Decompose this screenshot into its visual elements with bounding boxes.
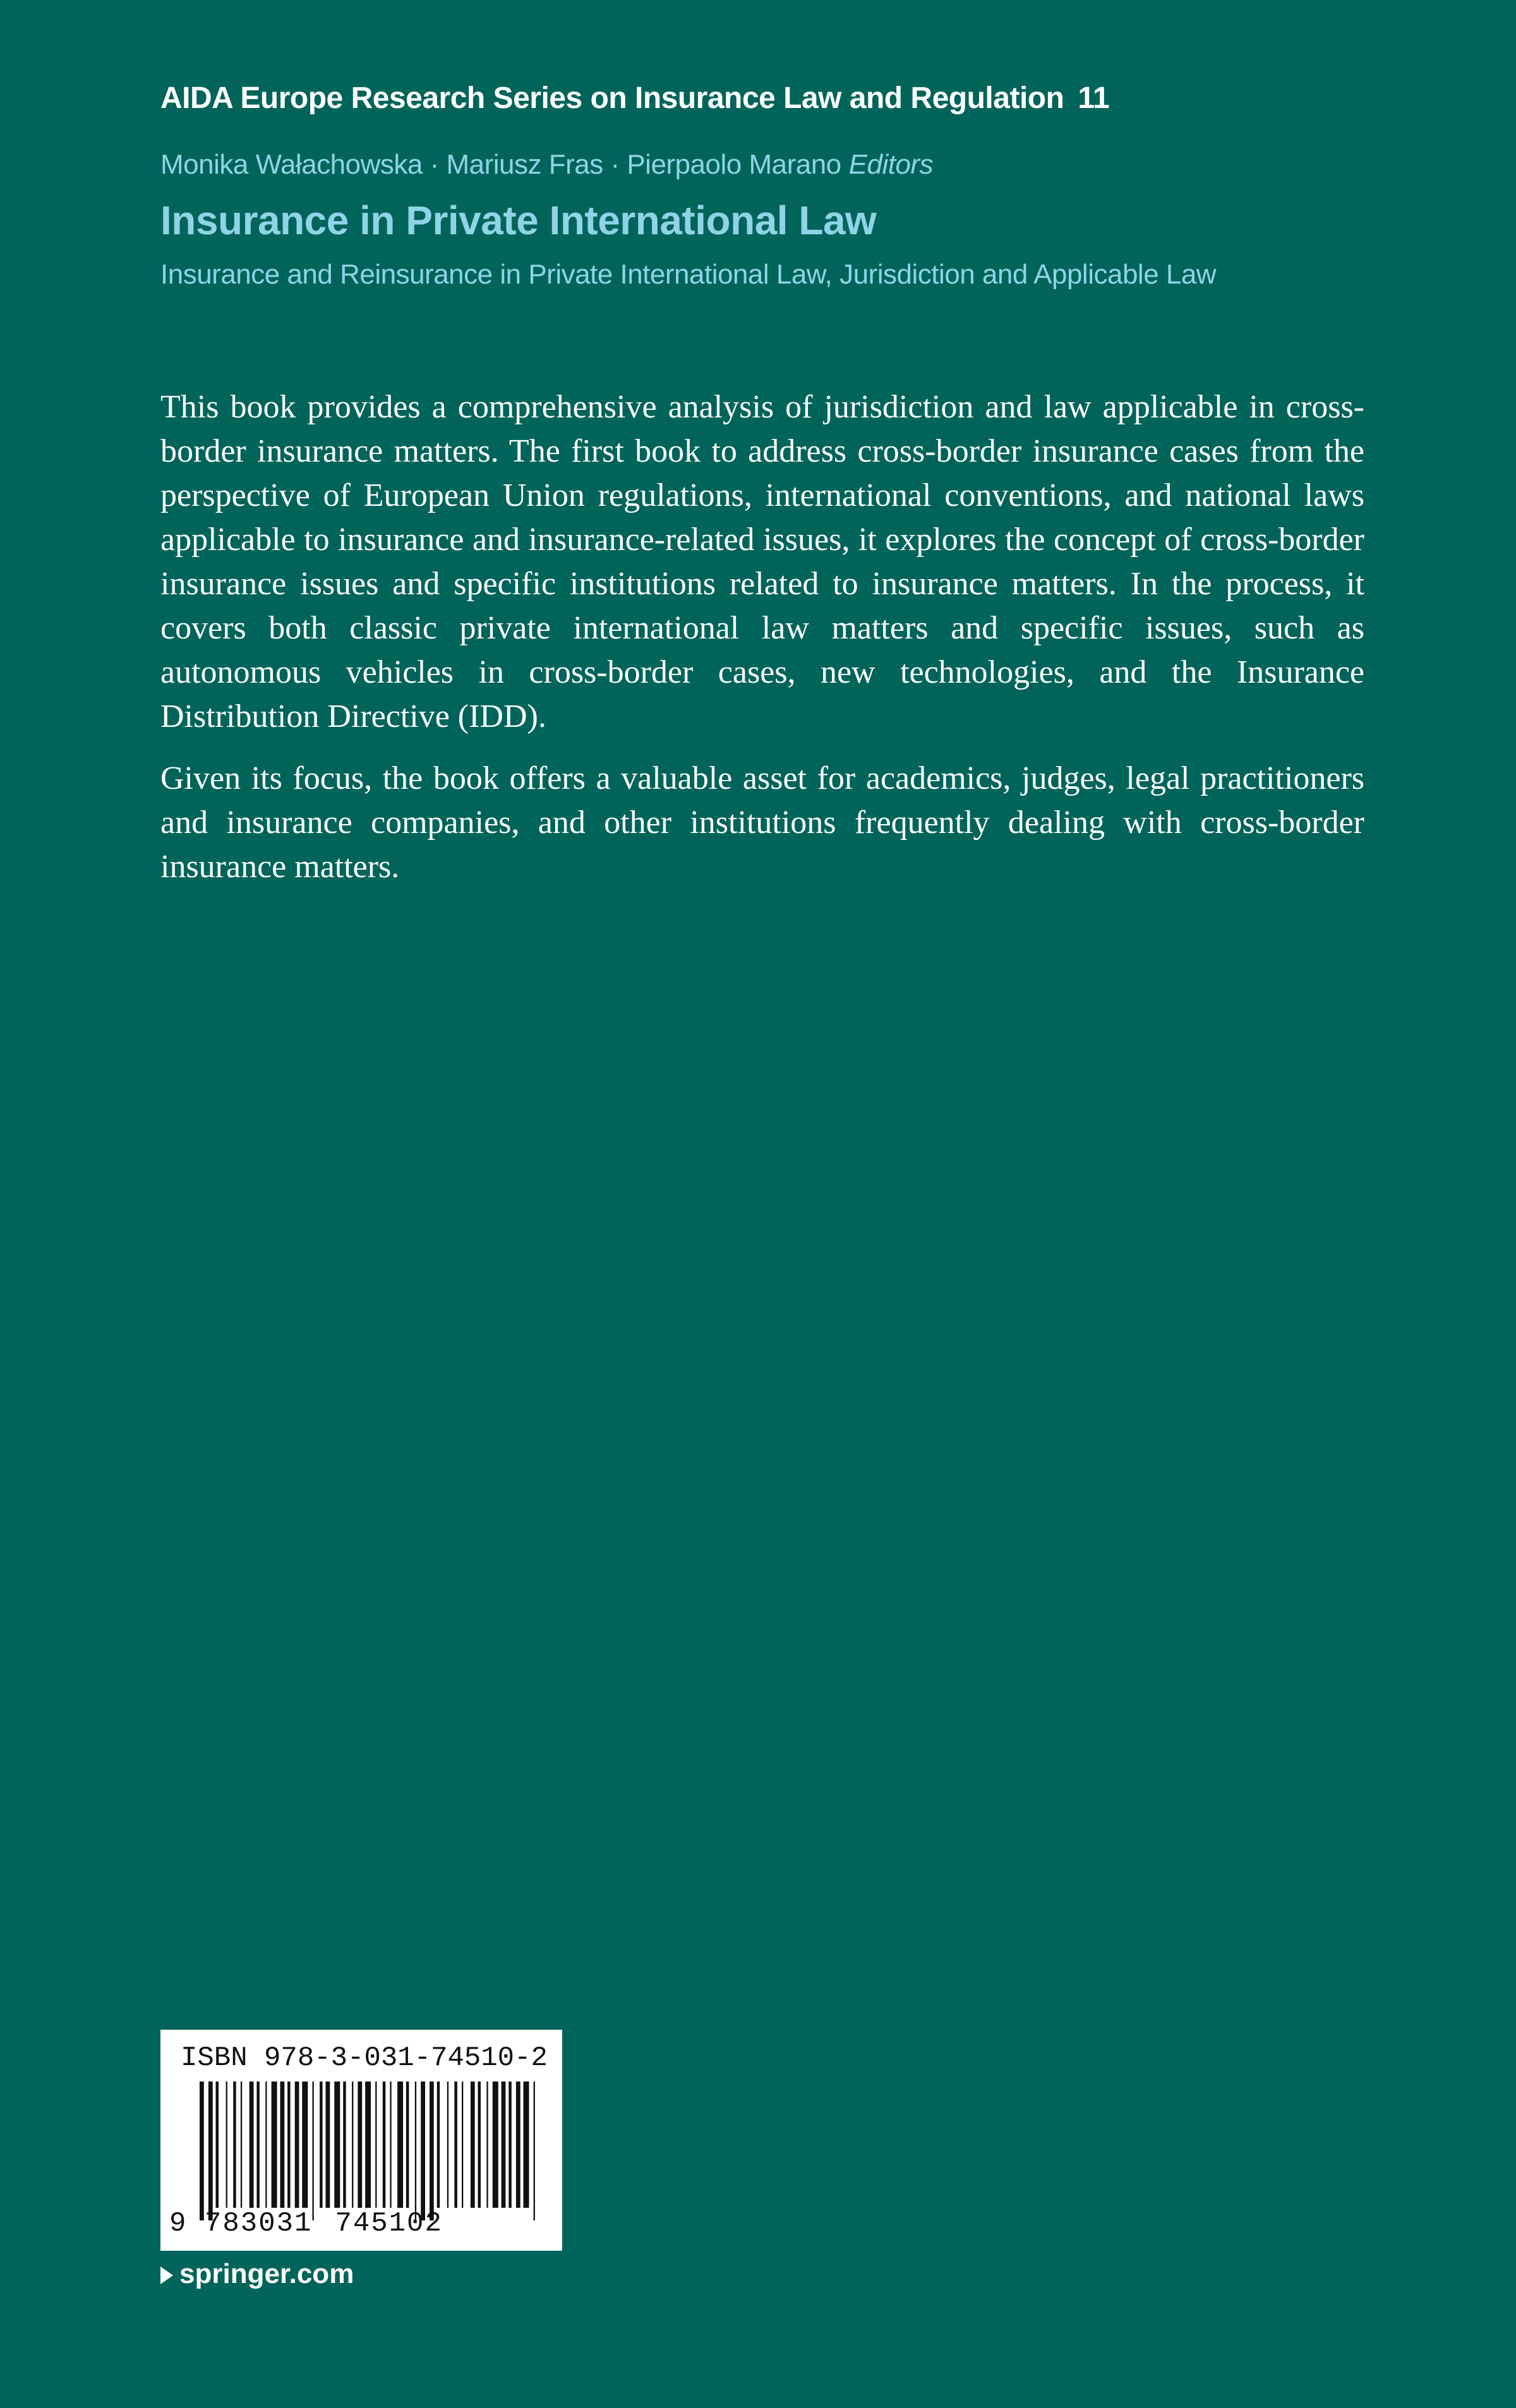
description-paragraph-2: Given its focus, the book offers a valuable asset for academics, judges, legal practitioners and insurance companies, and other institutions frequently dealing with cross-border insurance matters. xyxy=(160,760,1364,885)
barcode-bar xyxy=(250,2082,254,2208)
barcode-bar xyxy=(200,2082,204,2220)
barcode-bar xyxy=(320,2082,323,2208)
barcode-bar xyxy=(208,2082,213,2220)
barcode-bar xyxy=(415,2082,416,2220)
barcode-digits-left: 783031 xyxy=(205,2208,313,2239)
barcode-digit-first: 9 xyxy=(169,2208,188,2239)
barcode-bar xyxy=(406,2082,409,2208)
barcode-bar xyxy=(241,2082,242,2208)
book-description xyxy=(160,385,1364,907)
play-arrow-icon xyxy=(160,2267,173,2284)
barcode-bar xyxy=(430,2082,434,2220)
editors-line xyxy=(160,149,933,181)
barcode-bar xyxy=(437,2082,440,2208)
barcode-bar xyxy=(493,2082,498,2208)
barcode-bar xyxy=(397,2082,403,2208)
series-title xyxy=(160,81,1109,116)
barcode-bars xyxy=(198,2082,539,2220)
editors-role: Editors xyxy=(848,149,934,180)
series-number: 11 xyxy=(1078,81,1110,115)
barcode-bar xyxy=(233,2082,236,2208)
barcode-bar xyxy=(471,2082,475,2208)
barcode-bar xyxy=(421,2082,425,2220)
publisher-url[interactable]: springer.com xyxy=(179,2258,354,2289)
barcode-bar xyxy=(502,2082,506,2208)
barcode-digits-right: 745102 xyxy=(335,2208,443,2239)
barcode-bar xyxy=(390,2082,391,2208)
barcode-bar xyxy=(226,2082,227,2208)
book-subtitle: Insurance and Reinsurance in Private International Law, Jurisdiction and Applicable Law xyxy=(160,259,1217,290)
barcode-bar xyxy=(256,2082,260,2208)
barcode-bar xyxy=(358,2082,362,2208)
description-paragraph-1: This book provides a comprehensive analysis of jurisdiction and law applicable in cross-border insurance matters. The first book to address cross-border insurance cases from the perspective of European Union regulations, international conventions, and national laws applicable to insurance and insurance-related issues, it explores the concept of cross-border insurance issues and specific institutions related to insurance matters. In the process, it covers both classic private international law matters and specific issues, such as autonomous vehicles in cross-border cases, new technologies, and the Insurance Distribution Directive (IDD). xyxy=(160,389,1364,734)
barcode-bar xyxy=(486,2082,488,2208)
barcode-bar xyxy=(265,2082,267,2208)
barcode-bar xyxy=(524,2082,529,2208)
barcode-bar xyxy=(313,2082,314,2220)
barcode-bar xyxy=(478,2082,481,2208)
barcode-bar xyxy=(508,2082,512,2208)
isbn-barcode xyxy=(160,2030,562,2251)
barcode-bar xyxy=(365,2082,371,2208)
book-title: Insurance in Private International Law xyxy=(160,198,877,243)
barcode-digits xyxy=(169,2208,443,2239)
barcode-bar xyxy=(454,2082,457,2208)
publisher-link[interactable] xyxy=(160,2258,354,2290)
barcode-bar xyxy=(272,2082,277,2208)
barcode-bar xyxy=(534,2082,535,2220)
barcode-bar xyxy=(447,2082,448,2208)
barcode-bar xyxy=(216,2082,219,2208)
series-name: AIDA Europe Research Series on Insurance Law and Regulation xyxy=(160,81,1064,115)
barcode-bar xyxy=(462,2082,463,2208)
barcode-bar xyxy=(287,2082,291,2208)
barcode-bar xyxy=(516,2082,520,2208)
barcode-bar xyxy=(326,2082,330,2208)
editor-names: Monika Wałachowska · Mariusz Fras · Pierpaolo Marano xyxy=(160,149,841,180)
barcode-bar xyxy=(280,2082,285,2208)
barcode-bar xyxy=(302,2082,308,2208)
isbn-label: ISBN 978-3-031-74510-2 xyxy=(181,2042,548,2074)
barcode-bar xyxy=(383,2082,386,2208)
barcode-bar xyxy=(334,2082,340,2208)
barcode-bar xyxy=(295,2082,299,2208)
barcode-bar xyxy=(352,2082,353,2208)
barcode-bar xyxy=(375,2082,376,2208)
barcode-bar xyxy=(343,2082,346,2208)
